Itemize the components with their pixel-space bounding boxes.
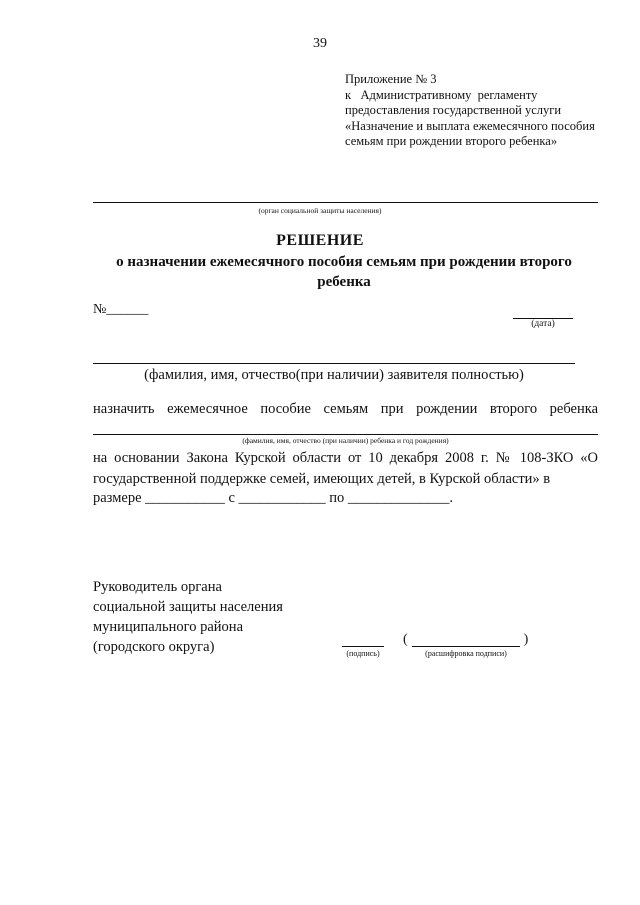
page-number: 39 bbox=[313, 36, 327, 51]
head-line: социальной защиты населения bbox=[93, 599, 283, 615]
organ-line bbox=[93, 202, 598, 203]
head-line: (городского округа) bbox=[93, 639, 215, 655]
document-subtitle: о назначении ежемесячного пособия семьям при рождении второго ребенка bbox=[116, 254, 572, 290]
annex-line: к Административному регламенту bbox=[345, 87, 538, 102]
head-line: муниципального района bbox=[93, 619, 243, 635]
head-signatory bbox=[93, 577, 283, 657]
basis-text: на основании Закона Курской области от 10 декабря 2008 г. № 108-ЗКО «О государственной поддержке семей, имеющих детей, в Курской области» в bbox=[93, 450, 598, 487]
child-caption: (фамилия, имя, отчество (при наличии) ребенка и год рождения) bbox=[242, 436, 449, 445]
annex-line: предоставления государственной услуги bbox=[345, 103, 562, 117]
date-caption: (дата) bbox=[531, 319, 555, 329]
signature-caption: (подпись) bbox=[346, 649, 380, 658]
annex-block bbox=[345, 72, 625, 150]
annex-line: Приложение № 3 bbox=[345, 72, 437, 86]
document-title: РЕШЕНИЕ bbox=[276, 232, 364, 249]
child-line bbox=[93, 434, 598, 435]
signature-line bbox=[342, 646, 384, 647]
decision-number: №______ bbox=[93, 302, 149, 317]
assign-text: назначить ежемесячное пособие семьям при рождении второго ребенка bbox=[93, 401, 598, 417]
decode-open-bracket: ( bbox=[403, 632, 408, 647]
size-row: размере ___________ с ____________ по ______________. bbox=[93, 490, 453, 506]
annex-line: семьям при рождении второго ребенка» bbox=[345, 134, 558, 148]
decode-caption: (расшифровка подписи) bbox=[425, 649, 507, 658]
annex-line: «Назначение и выплата ежемесячного пособия bbox=[345, 118, 595, 133]
decode-close-bracket: ) bbox=[523, 632, 529, 647]
organ-caption: (орган социальной защиты населения) bbox=[258, 206, 382, 215]
head-line: Руководитель органа bbox=[93, 579, 222, 595]
decode-line bbox=[412, 646, 520, 647]
applicant-caption: (фамилия, имя, отчество(при наличии) заявителя полностью) bbox=[144, 367, 524, 383]
applicant-line bbox=[93, 363, 575, 364]
